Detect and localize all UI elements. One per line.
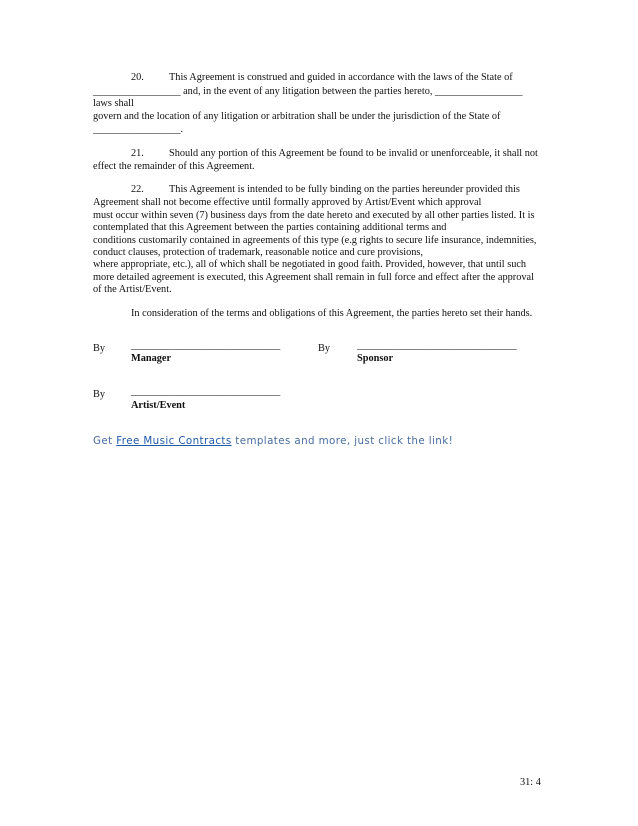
clause-22-line-2: Agreement shall not become effective until formally approved by Artist/Event which approval [93,197,482,208]
clause-21-number: 21. [131,148,144,159]
consideration-text: In consideration of the terms and obligations of this Agreement, the parties hereto set their hands. [131,308,533,319]
clause-21-line-2: effect the remainder of this Agreement. [93,161,255,172]
manager-label: Manager [131,353,172,364]
clause-22-line-4: contemplated that this Agreement between the parties containing additional terms and [93,222,447,233]
clause-22-line-6: conduct clauses, protection of trademark, reasonable notice and cure provisions, [93,247,423,258]
clause-22-line-3: must occur within seven (7) business days from the date hereto and executed by all other parties listed. It is [93,210,535,221]
clause-20-line-3: laws shall [93,98,134,109]
clause-20-line-2: _________________ and, in the event of any litigation between the parties hereto, _________________ [93,86,523,97]
sponsor-label: Sponsor [357,353,394,364]
promo-suffix: templates and more, just click the link! [231,435,454,447]
clause-20-line-5: _________________. [93,124,184,135]
by-label-sponsor: By [318,343,331,354]
clause-21-line-1: 21. Should any portion of this Agreement be found to be invalid or unenforceable, it shall not [131,148,538,159]
manager-signature-line[interactable]: _____________________________ [131,340,281,351]
clause-22-number: 22. [131,184,144,195]
by-label-manager: By [93,343,106,354]
promo-text [93,435,453,447]
promo-prefix: Get [93,435,117,447]
clause-20-line-1: 20. This Agreement is construed and guided in accordance with the laws of the State of [131,72,513,83]
clause-22-line-5: conditions customarily contained in agreements of this type (e.g rights to secure life insurance, indemnities, [93,235,537,246]
clause-20-line-4: govern and the location of any litigation or arbitration shall be under the jurisdiction of the State of [93,111,501,122]
artist-event-label: Artist/Event [131,400,186,411]
clause-22-line-8: more detailed agreement is executed, this Agreement shall remain in full force and effect after the approval [93,272,534,283]
sponsor-signature-line[interactable]: _______________________________ [357,340,517,351]
by-label-artist: By [93,389,106,400]
artist-signature-line[interactable]: _____________________________ [131,386,281,397]
clause-22-line-7: where appropriate, etc.), all of which shall be negotiated in good faith. Provided, however, that until such [93,259,527,270]
page-number: 31: 4 [520,777,541,788]
clause-22-line-9: of the Artist/Event. [93,284,172,295]
clause-20-number: 20. [131,72,144,83]
clause-22-line-1: 22. This Agreement is intended to be fully binding on the parties hereunder provided this [131,184,520,195]
free-music-contracts-link[interactable]: Free Music Contracts [116,435,232,447]
